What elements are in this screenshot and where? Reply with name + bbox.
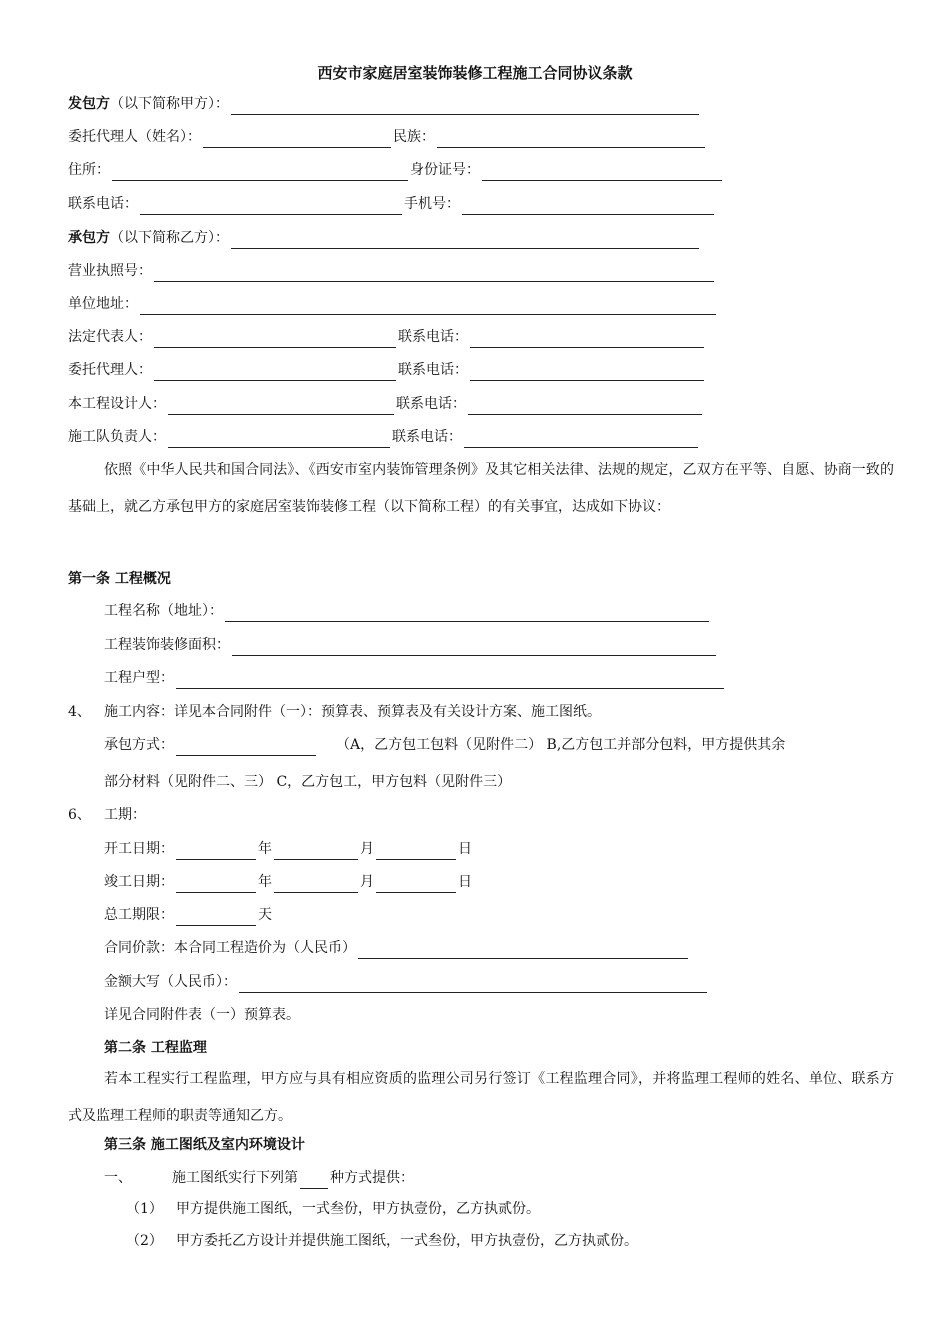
total-duration-unit: 天 — [258, 907, 272, 923]
total-duration-row — [104, 904, 272, 926]
party-a-agent-field[interactable] — [203, 132, 391, 148]
party-b-agent-phone-field[interactable] — [470, 365, 704, 381]
total-duration-label: 总工期限： — [104, 907, 174, 923]
item6-number: 6、 — [68, 807, 91, 823]
party-b-legal-rep-phone-label: 联系电话： — [398, 329, 468, 345]
party-b-agent-row — [68, 359, 706, 381]
project-type-field[interactable] — [176, 673, 724, 689]
article3-heading: 第三条 施工图纸及室内环境设计 — [104, 1137, 305, 1153]
contract-price-field[interactable] — [358, 943, 688, 959]
drawing-item1-text-b: 种方式提供： — [330, 1170, 414, 1186]
end-year-unit: 年 — [258, 874, 272, 890]
contract-mode-label: 承包方式： — [104, 737, 174, 753]
project-type-label: 工程户型： — [104, 670, 174, 686]
party-a-address-label: 住所： — [68, 162, 110, 178]
party-b-foreman-field[interactable] — [168, 432, 390, 448]
party-b-label: 承包方 — [68, 230, 110, 246]
start-year-unit: 年 — [258, 841, 272, 857]
party-b-label-suffix: （以下简称乙方）： — [110, 230, 229, 246]
party-a-row — [68, 93, 701, 115]
party-a-id-label: 身份证号： — [410, 162, 480, 178]
end-year-field[interactable] — [176, 877, 256, 893]
amount-words-field[interactable] — [239, 977, 707, 993]
drawing-option1-text: 甲方提供施工图纸，一式叁份，甲方执壹份，乙方执贰份。 — [176, 1201, 540, 1217]
project-name-field[interactable] — [225, 606, 709, 622]
party-b-designer-label: 本工程设计人： — [68, 396, 166, 412]
end-date-label: 竣工日期： — [104, 874, 174, 890]
contract-mode-options-cont: 部分材料（见附件二、三） C，乙方包工，甲方包料（见附件三） — [104, 774, 512, 790]
party-a-name-field[interactable] — [231, 99, 699, 115]
end-date-row — [104, 871, 472, 893]
party-b-legal-rep-phone-field[interactable] — [470, 332, 704, 348]
party-b-address-label: 单位地址： — [68, 296, 138, 312]
party-b-designer-phone-field[interactable] — [468, 399, 702, 415]
end-month-field[interactable] — [274, 877, 358, 893]
start-month-field[interactable] — [274, 844, 358, 860]
party-b-foreman-phone-field[interactable] — [464, 432, 698, 448]
project-type-row — [104, 667, 726, 689]
item6-row — [68, 804, 146, 826]
amount-words-row — [104, 971, 709, 993]
party-a-address-row — [68, 159, 724, 181]
party-a-ethnicity-field[interactable] — [437, 132, 705, 148]
drawing-option1-row — [126, 1198, 540, 1220]
contract-mode-row — [104, 734, 785, 756]
item4-row — [68, 701, 601, 723]
document-title: 西安市家庭居室装饰装修工程施工合同协议条款 — [317, 64, 633, 82]
start-day-unit: 日 — [458, 841, 472, 857]
party-b-agent-phone-label: 联系电话： — [398, 362, 468, 378]
party-a-ethnicity-label: 民族： — [393, 129, 435, 145]
project-name-label: 工程名称（地址）： — [104, 603, 223, 619]
contract-price-row — [104, 937, 690, 959]
item4-number: 4、 — [68, 704, 91, 720]
amount-words-label: 金额大写（人民币）： — [104, 974, 237, 990]
party-a-phone-label: 联系电话： — [68, 196, 138, 212]
project-area-row — [104, 634, 718, 656]
item6-text: 工期： — [104, 807, 146, 823]
intro-paragraph: 依照《中华人民共和国合同法》、《西安市室内装饰管理条例》及其它相关法律、法规的规定，乙双方在平等、自愿、协商一致的基础上，就乙方承包甲方的家庭居室装饰装修工程（以下简称工程）的有关事宜，达成如下协议： — [68, 462, 894, 515]
party-b-designer-phone-label: 联系电话： — [396, 396, 466, 412]
project-area-field[interactable] — [232, 640, 716, 656]
project-area-label: 工程装饰装修面积： — [104, 637, 230, 653]
end-day-unit: 日 — [458, 874, 472, 890]
drawing-option2-text: 甲方委托乙方设计并提供施工图纸，一式叁份，甲方执壹份，乙方执贰份。 — [176, 1233, 638, 1249]
drawing-option2-number: （2） — [126, 1233, 163, 1249]
party-a-label-suffix: （以下简称甲方）： — [110, 96, 229, 112]
party-a-agent-row — [68, 126, 707, 148]
party-a-address-field[interactable] — [112, 165, 408, 181]
start-month-unit: 月 — [360, 841, 374, 857]
party-b-license-label: 营业执照号： — [68, 263, 152, 279]
party-b-designer-field[interactable] — [168, 399, 394, 415]
party-b-agent-label: 委托代理人： — [68, 362, 152, 378]
item4-text: 施工内容：详见本合同附件（一）：预算表、预算表及有关设计方案、施工图纸。 — [104, 704, 601, 720]
total-duration-field[interactable] — [176, 910, 256, 926]
drawing-method-field[interactable] — [300, 1173, 328, 1189]
drawing-option1-number: （1） — [126, 1201, 163, 1217]
drawing-item1-text-a: 施工图纸实行下列第 — [172, 1170, 298, 1186]
party-b-designer-row — [68, 393, 704, 415]
party-b-license-row — [68, 260, 716, 282]
contract-price-label: 合同价款：本合同工程造价为（人民币） — [104, 940, 356, 956]
contract-mode-options: （A，乙方包工包料（见附件二） B,乙方包工并部分包料，甲方提供其余 — [336, 737, 786, 753]
party-b-name-field[interactable] — [231, 233, 699, 249]
party-a-phone-row — [68, 193, 716, 215]
party-a-phone-field[interactable] — [140, 199, 402, 215]
party-a-label: 发包方 — [68, 96, 110, 112]
party-b-foreman-phone-label: 联系电话： — [392, 429, 462, 445]
party-b-address-row — [68, 293, 718, 315]
party-b-legal-rep-row — [68, 326, 706, 348]
party-b-address-field[interactable] — [140, 299, 716, 315]
party-b-row — [68, 227, 701, 249]
party-b-foreman-row — [68, 426, 700, 448]
party-b-foreman-label: 施工队负责人： — [68, 429, 166, 445]
contract-mode-field[interactable] — [176, 740, 316, 756]
party-b-license-field[interactable] — [154, 266, 714, 282]
start-date-row — [104, 838, 472, 860]
party-a-agent-label: 委托代理人（姓名）： — [68, 129, 201, 145]
drawing-item1-number: 一、 — [104, 1170, 132, 1186]
party-a-mobile-label: 手机号： — [404, 196, 460, 212]
party-b-legal-rep-label: 法定代表人： — [68, 329, 152, 345]
party-b-agent-field[interactable] — [154, 365, 396, 381]
party-a-mobile-field[interactable] — [462, 199, 714, 215]
drawing-item1-row — [104, 1167, 414, 1189]
article2-heading: 第二条 工程监理 — [104, 1040, 207, 1056]
start-date-label: 开工日期： — [104, 841, 174, 857]
end-month-unit: 月 — [360, 874, 374, 890]
drawing-option2-row — [126, 1230, 638, 1252]
article1-heading: 第一条 工程概况 — [68, 571, 171, 587]
end-day-field[interactable] — [376, 877, 456, 893]
see-budget-row — [104, 1004, 300, 1026]
project-name-row — [104, 600, 711, 622]
party-a-id-field[interactable] — [482, 165, 722, 181]
start-day-field[interactable] — [376, 844, 456, 860]
party-b-legal-rep-field[interactable] — [154, 332, 396, 348]
see-budget-text: 详见合同附件表（一）预算表。 — [104, 1007, 300, 1023]
start-year-field[interactable] — [176, 844, 256, 860]
contract-mode-options-cont-row — [104, 771, 511, 793]
article2-paragraph: 若本工程实行工程监理，甲方应与具有相应资质的监理公司另行签订《工程监理合同》，并将监理工程师的姓名、单位、联系方式及监理工程师的职责等通知乙方。 — [68, 1071, 894, 1124]
